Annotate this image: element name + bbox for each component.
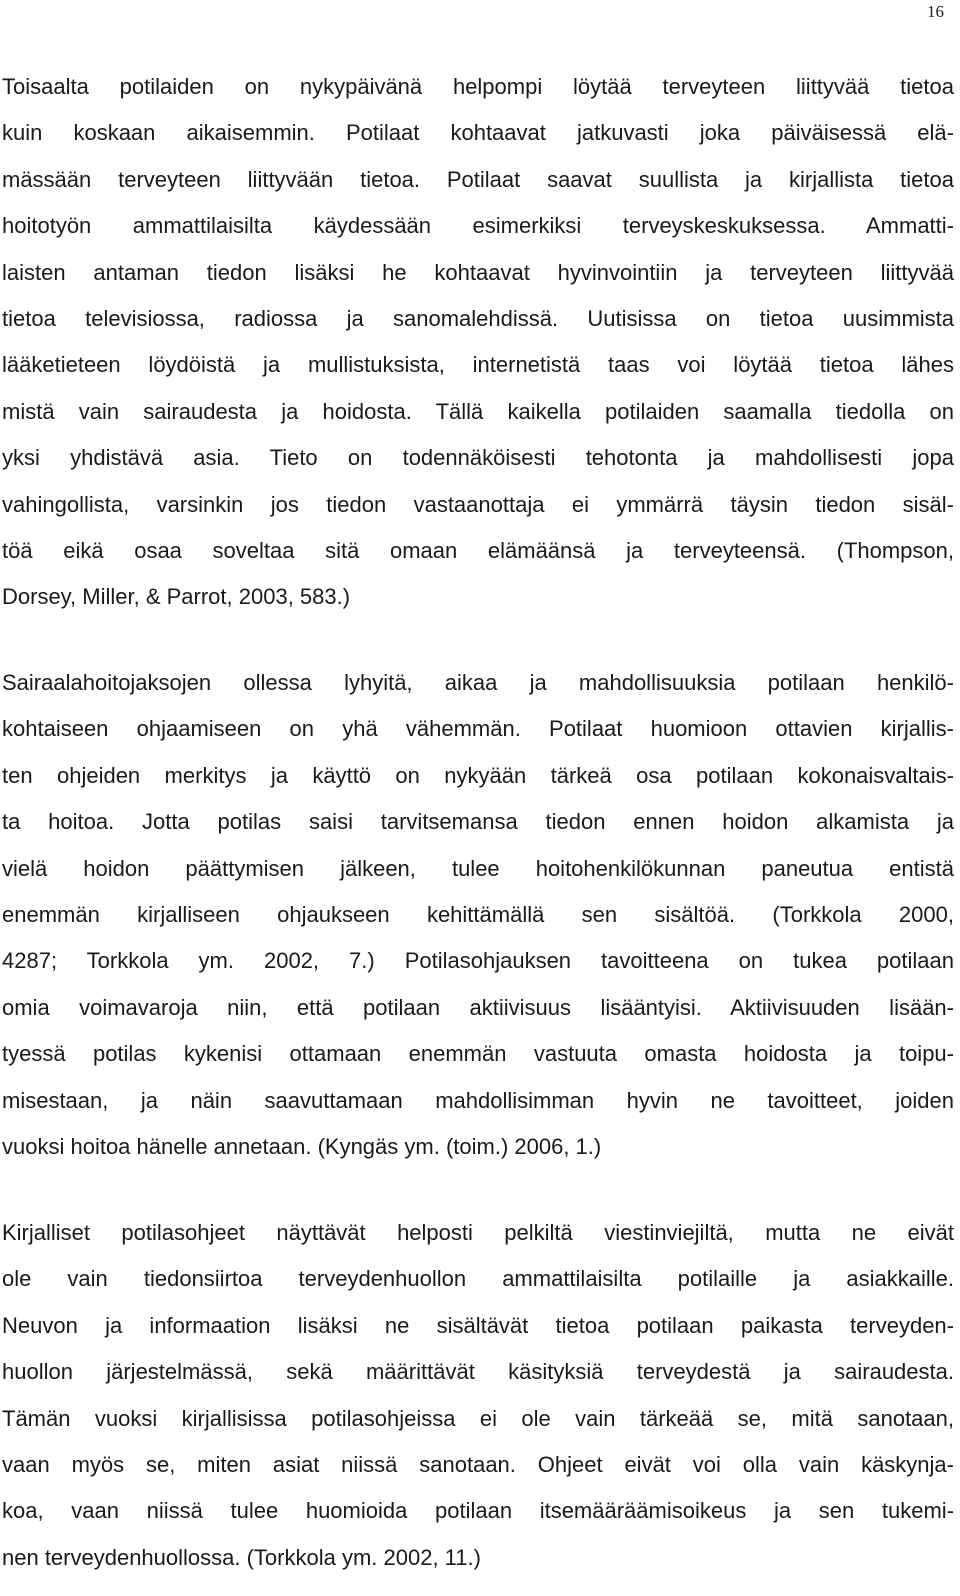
paragraph-1 [2,64,954,621]
text-line: vaan myös se, miten asiat niissä sanotaan. Ohjeet eivät voi olla vain käskynja- [2,1451,954,1477]
text-line: Tämän vuoksi kirjallisissa potilasohjeissa ei ole vain tärkeää se, mitä sanotaan, [2,1405,954,1431]
text-line: vielä hoidon päättymisen jälkeen, tulee hoitohenkilökunnan paneutua entistä [2,855,954,881]
text-line: ole vain tiedonsiirtoa terveydenhuollon ammattilaisilta potilaille ja asiakkaille. [2,1266,954,1292]
text-line: ten ohjeiden merkitys ja käyttö on nykyään tärkeä osa potilaan kokonaisvaltais- [2,762,954,788]
text-line: Sairaalahoitojaksojen ollessa lyhyitä, aikaa ja mahdollisuuksia potilaan henkilö- [2,670,954,695]
text-line: tyessä potilas kykenisi ottamaan enemmän vastuuta omasta hoidosta ja toipu- [2,1041,954,1067]
text-line: enemmän kirjalliseen ohjaukseen kehittämällä sen sisältöä. (Torkkola 2000, [2,901,954,927]
text-line: mistä vain sairaudesta ja hoidosta. Tällä kaikella potilaiden saamalla tiedolla on [2,398,954,424]
text-line: kuin koskaan aikaisemmin. Potilaat kohtaavat jatkuvasti joka päiväisessä elä- [2,120,954,146]
text-line: hoitotyön ammattilaisilta käydessään esimerkiksi terveyskeskuksessa. Ammatti- [2,213,954,239]
page-number: 16 [927,2,944,21]
text-line: koa, vaan niissä tulee huomioida potilaan itsemääräämisoikeus ja sen tukemi- [2,1498,954,1524]
text-line: huollon järjestelmässä, sekä määrittävät käsityksiä terveydestä ja sairaudesta. [2,1359,954,1385]
text-line: laisten antaman tiedon lisäksi he kohtaavat hyvinvointiin ja terveyteen liittyvää [2,259,954,285]
text-line: yksi yhdistävä asia. Tieto on todennäköisesti tehotonta ja mahdollisesti jopa [2,445,954,471]
text-line: Neuvon ja informaation lisäksi ne sisältävät tietoa potilaan paikasta terveyden- [2,1312,954,1338]
paragraph-3 [2,1210,954,1581]
text-line: nen terveydenhuollossa. (Torkkola ym. 2002, 11.) [2,1544,481,1570]
text-line: kohtaiseen ohjaamiseen on yhä vähemmän. Potilaat huomioon ottavien kirjallis- [2,716,954,742]
text-line: Dorsey, Miller, & Parrot, 2003, 583.) [2,584,351,610]
text-line: Toisaalta potilaiden on nykypäivänä helpompi löytää terveyteen liittyvää tietoa [2,74,954,99]
text-line: töä eikä osaa soveltaa sitä omaan elämäänsä ja terveyteensä. (Thompson, [2,537,954,563]
text-line: Kirjalliset potilasohjeet näyttävät helposti pelkiltä viestinviejiltä, mutta ne eivät [2,1220,954,1245]
text-line: omia voimavaroja niin, että potilaan aktiivisuus lisääntyisi. Aktiivisuuden lisään- [2,994,954,1020]
text-line: lääketieteen löydöistä ja mullistuksista, internetistä taas voi löytää tietoa lähes [2,352,954,378]
text-line: misestaan, ja näin saavuttamaan mahdollisimman hyvin ne tavoitteet, joiden [2,1087,954,1113]
text-line: mässään terveyteen liittyvään tietoa. Potilaat saavat suullista ja kirjallista tietoa [2,166,954,192]
text-line: ta hoitoa. Jotta potilas saisi tarvitsemansa tiedon ennen hoidon alkamista ja [2,809,954,835]
text-line: vuoksi hoitoa hänelle annetaan. (Kyngäs ym. (toim.) 2006, 1.) [2,1133,602,1159]
text-line: tietoa televisiossa, radiossa ja sanomalehdissä. Uutisissa on tietoa uusimmista [2,305,954,331]
text-line: vahingollista, varsinkin jos tiedon vastaanottaja ei ymmärrä täysin tiedon sisäl- [2,491,954,517]
paragraph-2 [2,660,954,1170]
text-line: 4287; Torkkola ym. 2002, 7.) Potilasohjauksen tavoitteena on tukea potilaan [2,948,954,974]
